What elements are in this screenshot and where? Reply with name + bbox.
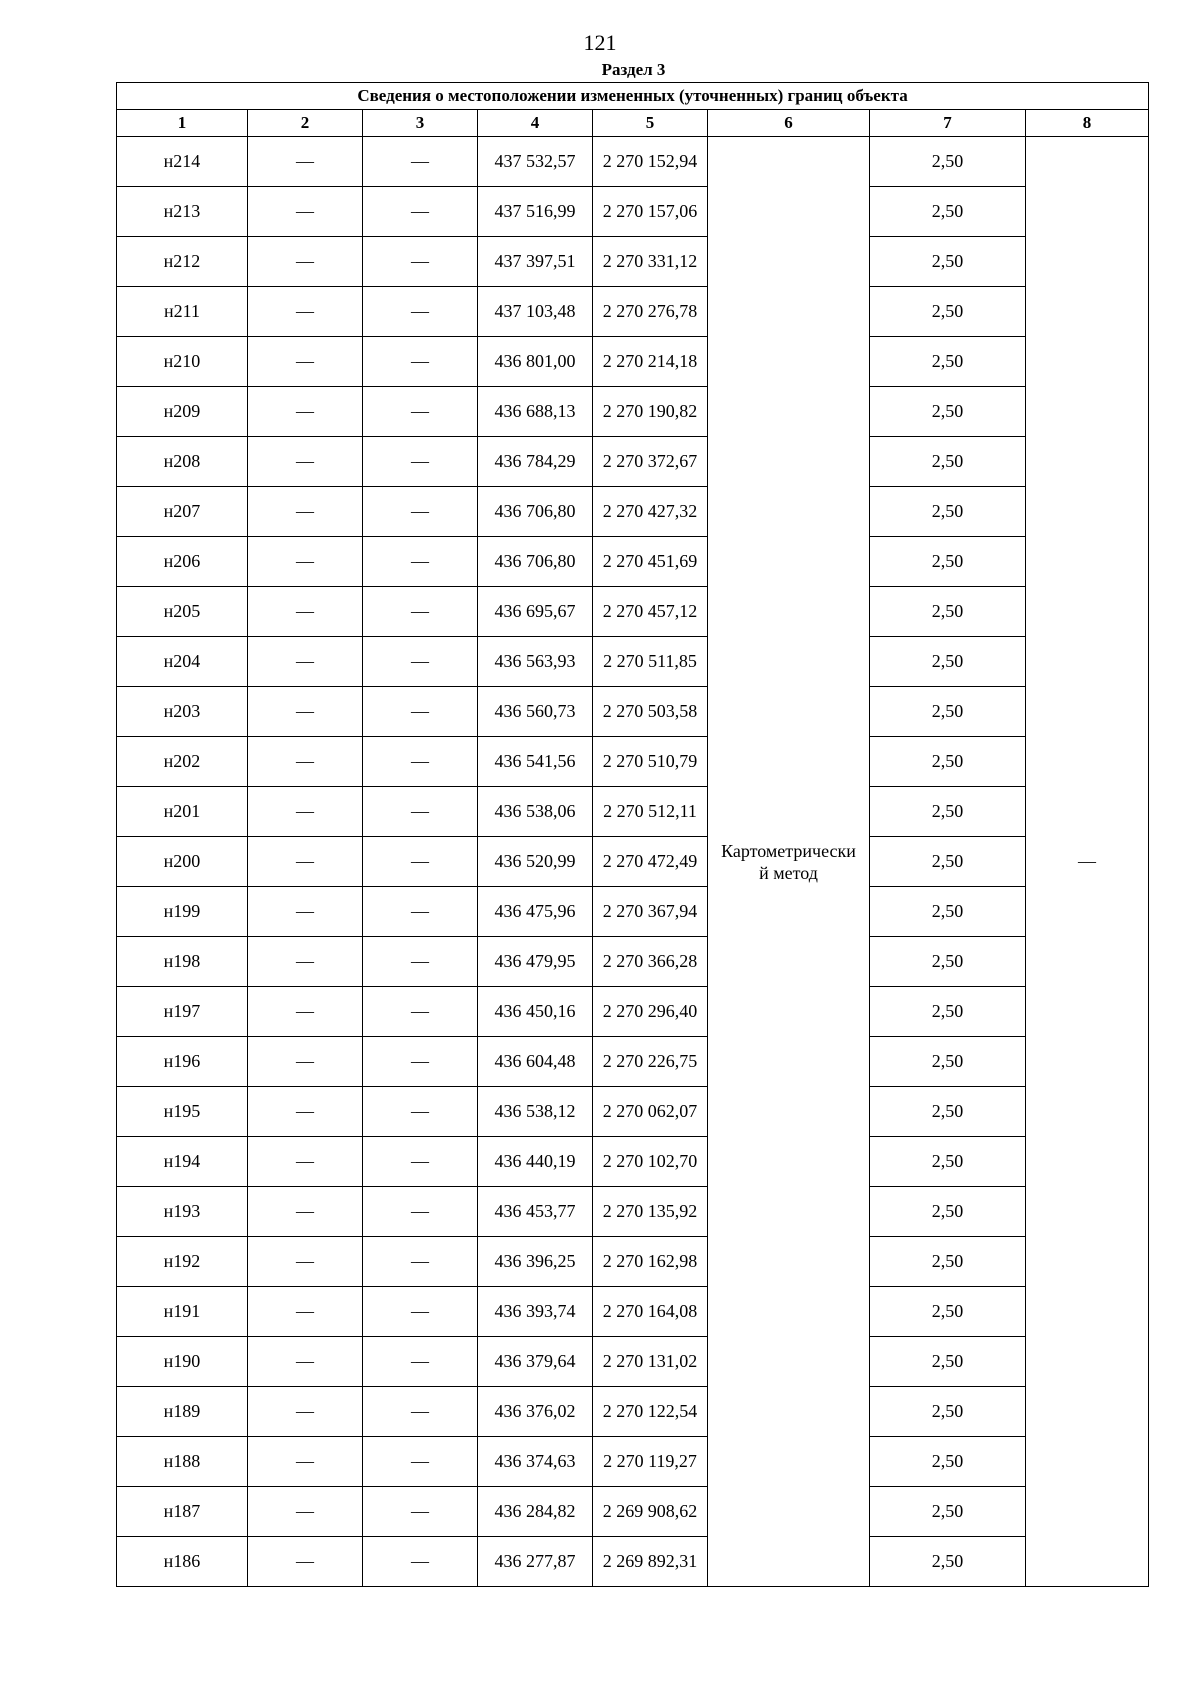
point-name-cell: н206 xyxy=(117,537,248,587)
column-number-header: 1 xyxy=(117,110,248,137)
column-2-cell: — xyxy=(248,1387,363,1437)
column-2-cell: — xyxy=(248,1237,363,1287)
point-name-cell: н202 xyxy=(117,737,248,787)
column-2-cell: — xyxy=(248,1437,363,1487)
table-row xyxy=(117,1237,1149,1287)
table-row xyxy=(117,937,1149,987)
column-3-cell: — xyxy=(363,1387,478,1437)
section-title: Раздел 3 xyxy=(601,60,666,79)
y-coordinate-cell: 2 270 366,28 xyxy=(593,937,708,987)
point-name-cell: н191 xyxy=(117,1287,248,1337)
column-3-cell: — xyxy=(363,1087,478,1137)
x-coordinate-cell: 436 604,48 xyxy=(478,1037,593,1087)
column-2-cell: — xyxy=(248,587,363,637)
point-name-cell: н212 xyxy=(117,237,248,287)
column-8-cell: — xyxy=(1026,137,1149,1587)
x-coordinate-cell: 436 784,29 xyxy=(478,437,593,487)
y-coordinate-cell: 2 270 296,40 xyxy=(593,987,708,1037)
accuracy-cell: 2,50 xyxy=(870,1187,1026,1237)
y-coordinate-cell: 2 270 510,79 xyxy=(593,737,708,787)
table-caption: Сведения о местоположении измененных (уточненных) границ объекта xyxy=(117,83,1149,110)
column-3-cell: — xyxy=(363,1287,478,1337)
column-2-cell: — xyxy=(248,137,363,187)
table-row xyxy=(117,1087,1149,1137)
column-number-header: 8 xyxy=(1026,110,1149,137)
point-name-cell: н210 xyxy=(117,337,248,387)
table-row xyxy=(117,737,1149,787)
method-text-line-1: Картометрически xyxy=(721,840,856,861)
table-row xyxy=(117,1437,1149,1487)
x-coordinate-cell: 436 801,00 xyxy=(478,337,593,387)
x-coordinate-cell: 436 450,16 xyxy=(478,987,593,1037)
accuracy-cell: 2,50 xyxy=(870,337,1026,387)
column-3-cell: — xyxy=(363,1537,478,1587)
y-coordinate-cell: 2 270 157,06 xyxy=(593,187,708,237)
method-cell xyxy=(708,137,870,1587)
y-coordinate-cell: 2 269 908,62 xyxy=(593,1487,708,1537)
accuracy-cell: 2,50 xyxy=(870,987,1026,1037)
point-name-cell: н192 xyxy=(117,1237,248,1287)
column-2-cell: — xyxy=(248,1287,363,1337)
column-2-cell: — xyxy=(248,937,363,987)
point-name-cell: н205 xyxy=(117,587,248,637)
column-3-cell: — xyxy=(363,1487,478,1537)
point-name-cell: н213 xyxy=(117,187,248,237)
column-3-cell: — xyxy=(363,587,478,637)
table-row xyxy=(117,1187,1149,1237)
table-row xyxy=(117,787,1149,837)
point-name-cell: н188 xyxy=(117,1437,248,1487)
y-coordinate-cell: 2 270 367,94 xyxy=(593,887,708,937)
column-3-cell: — xyxy=(363,387,478,437)
x-coordinate-cell: 436 695,67 xyxy=(478,587,593,637)
column-3-cell: — xyxy=(363,837,478,887)
column-3-cell: — xyxy=(363,1137,478,1187)
point-name-cell: н214 xyxy=(117,137,248,187)
column-3-cell: — xyxy=(363,437,478,487)
accuracy-cell: 2,50 xyxy=(870,487,1026,537)
point-name-cell: н189 xyxy=(117,1387,248,1437)
column-number-header: 6 xyxy=(708,110,870,137)
x-coordinate-cell: 436 706,80 xyxy=(478,487,593,537)
x-coordinate-cell: 436 396,25 xyxy=(478,1237,593,1287)
point-name-cell: н199 xyxy=(117,887,248,937)
y-coordinate-cell: 2 270 511,85 xyxy=(593,637,708,687)
x-coordinate-cell: 436 706,80 xyxy=(478,537,593,587)
column-2-cell: — xyxy=(248,837,363,887)
y-coordinate-cell: 2 270 472,49 xyxy=(593,837,708,887)
column-number-header: 4 xyxy=(478,110,593,137)
column-2-cell: — xyxy=(248,737,363,787)
y-coordinate-cell: 2 270 131,02 xyxy=(593,1337,708,1387)
x-coordinate-cell: 436 541,56 xyxy=(478,737,593,787)
table-row xyxy=(117,837,1149,887)
column-2-cell: — xyxy=(248,387,363,437)
column-3-cell: — xyxy=(363,137,478,187)
column-3-cell: — xyxy=(363,487,478,537)
point-name-cell: н197 xyxy=(117,987,248,1037)
column-3-cell: — xyxy=(363,637,478,687)
column-3-cell: — xyxy=(363,687,478,737)
y-coordinate-cell: 2 270 226,75 xyxy=(593,1037,708,1087)
column-2-cell: — xyxy=(248,1037,363,1087)
y-coordinate-cell: 2 270 214,18 xyxy=(593,337,708,387)
y-coordinate-cell: 2 270 190,82 xyxy=(593,387,708,437)
table-row xyxy=(117,1037,1149,1087)
table-row xyxy=(117,687,1149,737)
column-2-cell: — xyxy=(248,187,363,237)
x-coordinate-cell: 437 516,99 xyxy=(478,187,593,237)
table-row xyxy=(117,887,1149,937)
table-row xyxy=(117,287,1149,337)
x-coordinate-cell: 436 374,63 xyxy=(478,1437,593,1487)
table-row xyxy=(117,1337,1149,1387)
column-2-cell: — xyxy=(248,987,363,1037)
column-3-cell: — xyxy=(363,337,478,387)
point-name-cell: н186 xyxy=(117,1537,248,1587)
y-coordinate-cell: 2 270 135,92 xyxy=(593,1187,708,1237)
y-coordinate-cell: 2 270 372,67 xyxy=(593,437,708,487)
x-coordinate-cell: 436 688,13 xyxy=(478,387,593,437)
x-coordinate-cell: 436 393,74 xyxy=(478,1287,593,1337)
column-3-cell: — xyxy=(363,887,478,937)
y-coordinate-cell: 2 270 331,12 xyxy=(593,237,708,287)
x-coordinate-cell: 436 475,96 xyxy=(478,887,593,937)
table-row xyxy=(117,587,1149,637)
column-3-cell: — xyxy=(363,1437,478,1487)
point-name-cell: н204 xyxy=(117,637,248,687)
column-number-header: 7 xyxy=(870,110,1026,137)
accuracy-cell: 2,50 xyxy=(870,1337,1026,1387)
column-2-cell: — xyxy=(248,287,363,337)
point-name-cell: н208 xyxy=(117,437,248,487)
column-3-cell: — xyxy=(363,787,478,837)
x-coordinate-cell: 436 284,82 xyxy=(478,1487,593,1537)
table-row xyxy=(117,437,1149,487)
y-coordinate-cell: 2 270 457,12 xyxy=(593,587,708,637)
x-coordinate-cell: 436 520,99 xyxy=(478,837,593,887)
accuracy-cell: 2,50 xyxy=(870,387,1026,437)
y-coordinate-cell: 2 270 503,58 xyxy=(593,687,708,737)
column-3-cell: — xyxy=(363,1037,478,1087)
column-2-cell: — xyxy=(248,687,363,737)
column-3-cell: — xyxy=(363,537,478,587)
accuracy-cell: 2,50 xyxy=(870,937,1026,987)
accuracy-cell: 2,50 xyxy=(870,187,1026,237)
y-coordinate-cell: 2 270 102,70 xyxy=(593,1137,708,1187)
column-3-cell: — xyxy=(363,1187,478,1237)
table-row xyxy=(117,637,1149,687)
table-row xyxy=(117,187,1149,237)
x-coordinate-cell: 436 440,19 xyxy=(478,1137,593,1187)
x-coordinate-cell: 436 560,73 xyxy=(478,687,593,737)
table-row xyxy=(117,537,1149,587)
x-coordinate-cell: 437 532,57 xyxy=(478,137,593,187)
table-row xyxy=(117,1487,1149,1537)
x-coordinate-cell: 436 379,64 xyxy=(478,1337,593,1387)
y-coordinate-cell: 2 270 162,98 xyxy=(593,1237,708,1287)
accuracy-cell: 2,50 xyxy=(870,537,1026,587)
column-2-cell: — xyxy=(248,337,363,387)
column-2-cell: — xyxy=(248,637,363,687)
accuracy-cell: 2,50 xyxy=(870,1487,1026,1537)
accuracy-cell: 2,50 xyxy=(870,637,1026,687)
y-coordinate-cell: 2 270 427,32 xyxy=(593,487,708,537)
table-row xyxy=(117,137,1149,187)
column-2-cell: — xyxy=(248,1487,363,1537)
boundary-coordinates-table xyxy=(116,82,1149,1587)
table-body xyxy=(117,137,1149,1587)
column-3-cell: — xyxy=(363,237,478,287)
column-number-header: 3 xyxy=(363,110,478,137)
column-2-cell: — xyxy=(248,237,363,287)
table-row xyxy=(117,1537,1149,1587)
column-2-cell: — xyxy=(248,1087,363,1137)
column-3-cell: — xyxy=(363,937,478,987)
y-coordinate-cell: 2 270 512,11 xyxy=(593,787,708,837)
point-name-cell: н195 xyxy=(117,1087,248,1137)
column-3-cell: — xyxy=(363,1337,478,1387)
column-3-cell: — xyxy=(363,287,478,337)
column-3-cell: — xyxy=(363,1237,478,1287)
column-3-cell: — xyxy=(363,737,478,787)
column-3-cell: — xyxy=(363,187,478,237)
column-2-cell: — xyxy=(248,1537,363,1587)
x-coordinate-cell: 436 453,77 xyxy=(478,1187,593,1237)
column-number-header: 5 xyxy=(593,110,708,137)
column-2-cell: — xyxy=(248,1137,363,1187)
accuracy-cell: 2,50 xyxy=(870,787,1026,837)
accuracy-cell: 2,50 xyxy=(870,887,1026,937)
accuracy-cell: 2,50 xyxy=(870,837,1026,887)
table-row xyxy=(117,337,1149,387)
method-text-line-2: й метод xyxy=(759,862,818,883)
y-coordinate-cell: 2 270 119,27 xyxy=(593,1437,708,1487)
x-coordinate-cell: 436 563,93 xyxy=(478,637,593,687)
point-name-cell: н211 xyxy=(117,287,248,337)
table-row xyxy=(117,1387,1149,1437)
table-row xyxy=(117,1137,1149,1187)
column-2-cell: — xyxy=(248,887,363,937)
x-coordinate-cell: 437 103,48 xyxy=(478,287,593,337)
accuracy-cell: 2,50 xyxy=(870,687,1026,737)
accuracy-cell: 2,50 xyxy=(870,237,1026,287)
point-name-cell: н187 xyxy=(117,1487,248,1537)
column-2-cell: — xyxy=(248,537,363,587)
accuracy-cell: 2,50 xyxy=(870,287,1026,337)
column-number-row xyxy=(117,110,1149,137)
y-coordinate-cell: 2 270 152,94 xyxy=(593,137,708,187)
point-name-cell: н196 xyxy=(117,1037,248,1087)
accuracy-cell: 2,50 xyxy=(870,437,1026,487)
y-coordinate-cell: 2 270 164,08 xyxy=(593,1287,708,1337)
y-coordinate-cell: 2 270 451,69 xyxy=(593,537,708,587)
accuracy-cell: 2,50 xyxy=(870,1537,1026,1587)
table-row xyxy=(117,387,1149,437)
point-name-cell: н194 xyxy=(117,1137,248,1187)
point-name-cell: н198 xyxy=(117,937,248,987)
y-coordinate-cell: 2 270 062,07 xyxy=(593,1087,708,1137)
accuracy-cell: 2,50 xyxy=(870,1387,1026,1437)
point-name-cell: н201 xyxy=(117,787,248,837)
table-row xyxy=(117,487,1149,537)
x-coordinate-cell: 436 277,87 xyxy=(478,1537,593,1587)
point-name-cell: н200 xyxy=(117,837,248,887)
point-name-cell: н203 xyxy=(117,687,248,737)
point-name-cell: н209 xyxy=(117,387,248,437)
x-coordinate-cell: 436 538,12 xyxy=(478,1087,593,1137)
table-row xyxy=(117,987,1149,1037)
accuracy-cell: 2,50 xyxy=(870,1437,1026,1487)
x-coordinate-cell: 437 397,51 xyxy=(478,237,593,287)
accuracy-cell: 2,50 xyxy=(870,587,1026,637)
accuracy-cell: 2,50 xyxy=(870,1237,1026,1287)
table-row xyxy=(117,237,1149,287)
accuracy-cell: 2,50 xyxy=(870,137,1026,187)
y-coordinate-cell: 2 270 122,54 xyxy=(593,1387,708,1437)
point-name-cell: н190 xyxy=(117,1337,248,1387)
x-coordinate-cell: 436 479,95 xyxy=(478,937,593,987)
accuracy-cell: 2,50 xyxy=(870,737,1026,787)
column-2-cell: — xyxy=(248,1337,363,1387)
y-coordinate-cell: 2 270 276,78 xyxy=(593,287,708,337)
point-name-cell: н193 xyxy=(117,1187,248,1237)
y-coordinate-cell: 2 269 892,31 xyxy=(593,1537,708,1587)
x-coordinate-cell: 436 538,06 xyxy=(478,787,593,837)
accuracy-cell: 2,50 xyxy=(870,1087,1026,1137)
x-coordinate-cell: 436 376,02 xyxy=(478,1387,593,1437)
column-number-header: 2 xyxy=(248,110,363,137)
column-3-cell: — xyxy=(363,987,478,1037)
accuracy-cell: 2,50 xyxy=(870,1137,1026,1187)
column-2-cell: — xyxy=(248,487,363,537)
column-2-cell: — xyxy=(248,437,363,487)
table-row xyxy=(117,1287,1149,1337)
accuracy-cell: 2,50 xyxy=(870,1037,1026,1087)
page-number: 121 xyxy=(583,30,617,55)
column-2-cell: — xyxy=(248,787,363,837)
accuracy-cell: 2,50 xyxy=(870,1287,1026,1337)
column-2-cell: — xyxy=(248,1187,363,1237)
point-name-cell: н207 xyxy=(117,487,248,537)
